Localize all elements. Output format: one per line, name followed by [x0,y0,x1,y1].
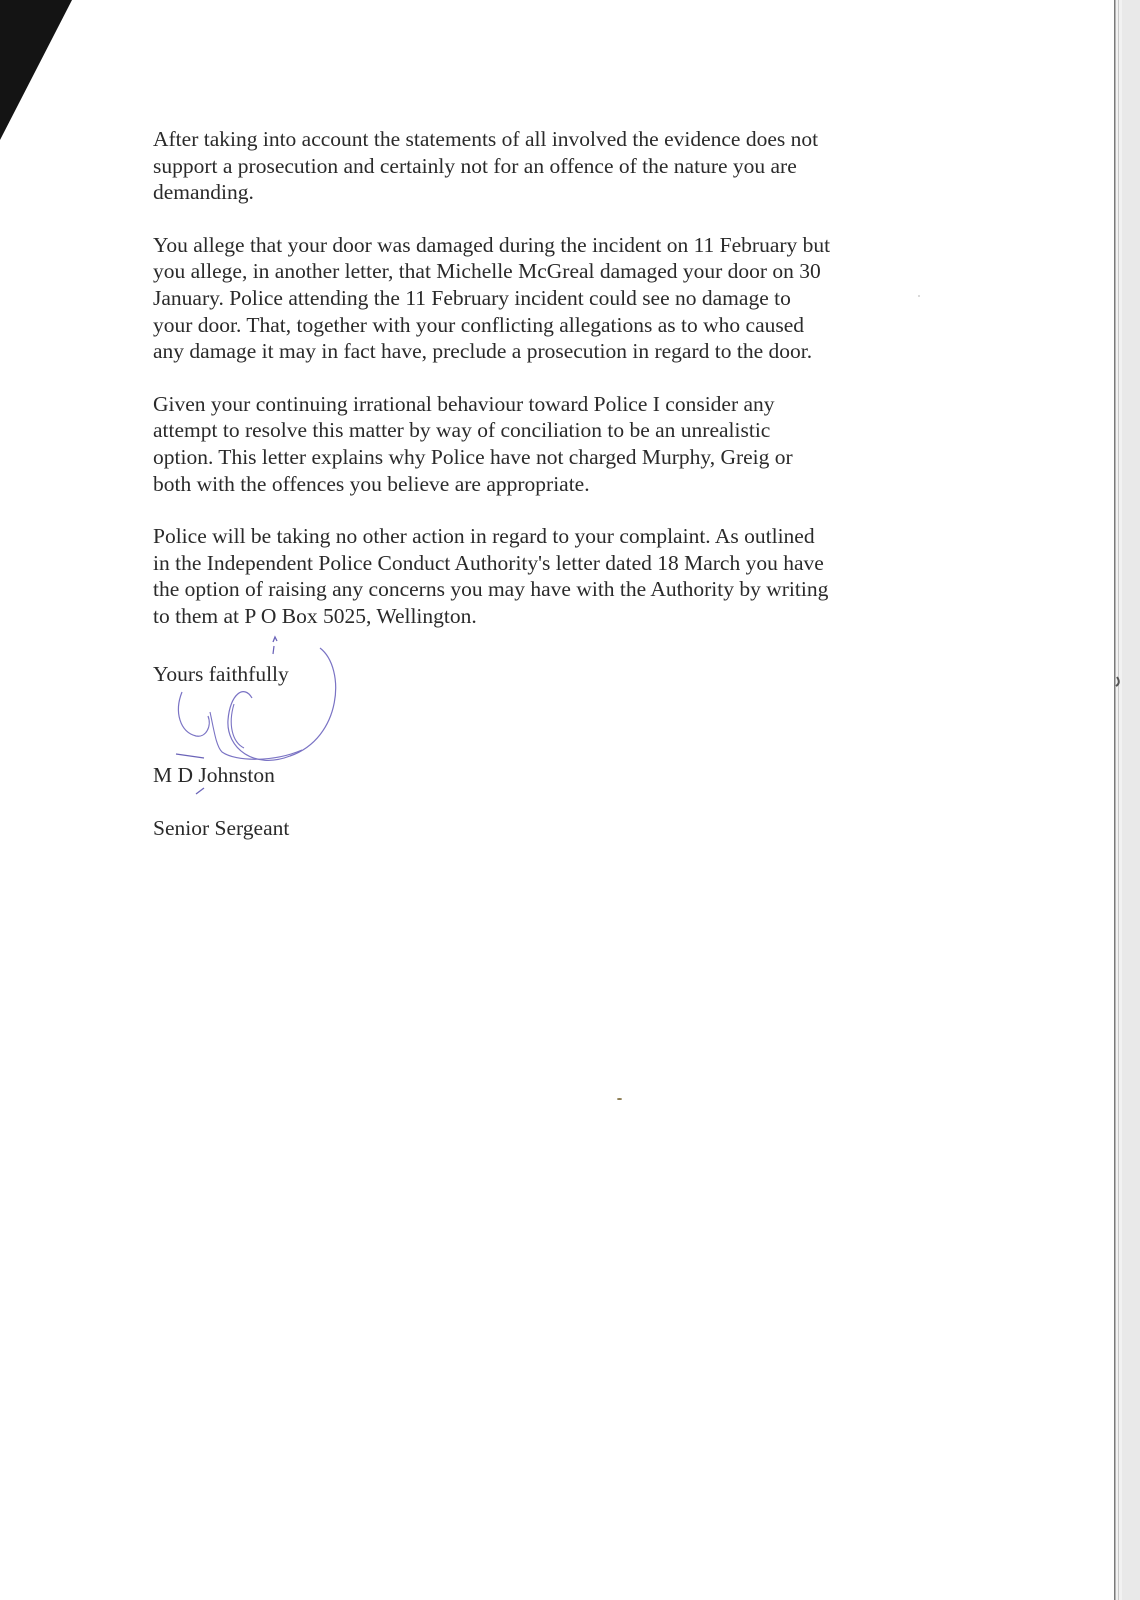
closing-salutation: Yours faithfully [153,661,289,686]
paragraph-evidence: After taking into account the statements of all involved the evidence does not support a prosecution and certainly not for an offence of the nature you are demanding. [153,127,819,205]
paragraph-door-damage: You allege that your door was damaged during the incident on 11 February but you allege, in another letter, that Michelle McGreal damaged your door on 30 January. Police attending the 11 February incident could see no damage to your door. That, together with your conflicting allegations as to who caused any damage it may in fact have, preclude a prosecution in regard to the door. [153,232,831,364]
paragraph-conciliation: Given your continuing irrational behaviour toward Police I consider any attempt to resolve this matter by way of conciliation to be an unrealistic option. This letter explains why Police have not charged Murphy, Greig or both with the offences you believe are appropriate. [153,391,793,496]
handwritten-signature [170,620,360,820]
signatory-title: Senior Sergeant [153,815,290,840]
scan-corner-mark [0,0,80,150]
scan-right-edge [1114,0,1140,1600]
scan-speck [617,1098,622,1100]
signatory-name: M D Johnston [153,762,275,787]
paragraph-no-further-action: Police will be taking no other action in regard to your complaint. As outlined in the Independent Police Conduct Authority's letter dated 18 March you have the option of raising any concerns you may have with the Authority by writing to them at P O Box 5025, Wellington. [153,524,829,628]
